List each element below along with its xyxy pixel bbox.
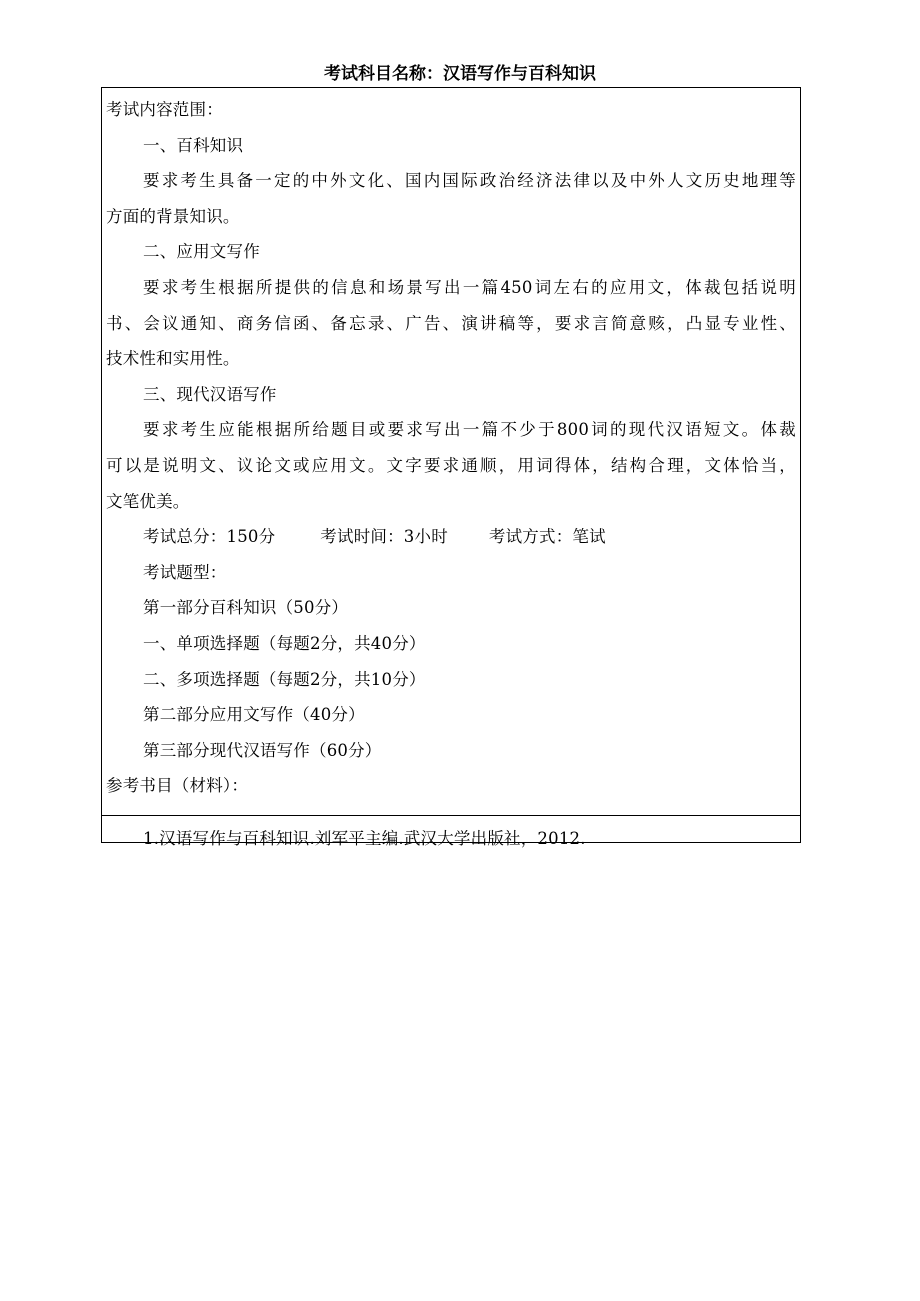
section-text-line: 技术性和实用性。 — [106, 349, 240, 369]
section-heading-encyclopedia: 一、百科知识 — [143, 135, 244, 155]
question-type-item: 第二部分应用文写作（40分） — [143, 705, 365, 725]
reference-item: 1.汉语写作与百科知识.刘军平主编.武汉大学出版社，2012. — [143, 829, 586, 848]
syllabus-table — [101, 87, 801, 848]
references-label: 参考书目（材料）： — [106, 776, 249, 796]
question-type-item: 第一部分百科知识（50分） — [143, 598, 349, 618]
section-text-line: 要求考生根据所提供的信息和场景写出一篇450词左右的应用文，体裁包括说明 — [143, 277, 796, 297]
question-types-label: 考试题型： — [143, 562, 227, 582]
section-text-line: 要求考生应能根据所给题目或要求写出一篇不少于800词的现代汉语短文。体裁 — [143, 420, 796, 440]
section-heading-practical-writing: 二、应用文写作 — [143, 242, 260, 262]
table-divider — [102, 815, 800, 816]
section-text-line: 可以是说明文、议论文或应用文。文字要求通顺，用词得体，结构合理，文体恰当， — [106, 455, 796, 475]
content-scope-cell — [106, 92, 796, 804]
references-cell — [106, 821, 586, 857]
question-type-item: 第三部分现代汉语写作（60分） — [143, 740, 382, 760]
section-text-line: 要求考生具备一定的中外文化、国内国际政治经济法律以及中外人文历史地理等 — [143, 171, 796, 191]
exam-info-row — [106, 519, 796, 555]
scope-label: 考试内容范围： — [106, 100, 223, 119]
document-title: 考试科目名称：汉语写作与百科知识 — [324, 64, 596, 84]
section-text-line: 方面的背景知识。 — [106, 206, 240, 226]
question-type-item: 一、单项选择题（每题2分，共40分） — [143, 633, 426, 653]
section-text-line: 文笔优美。 — [106, 491, 190, 511]
exam-total-score: 考试总分：150分 — [143, 527, 276, 547]
section-heading-modern-chinese-writing: 三、现代汉语写作 — [143, 384, 277, 404]
exam-duration: 考试时间：3小时 — [320, 527, 448, 547]
exam-method: 考试方式：笔试 — [488, 527, 606, 547]
section-text-line: 书、会议通知、商务信函、备忘录、广告、演讲稿等，要求言简意赅，凸显专业性、 — [106, 313, 796, 333]
question-type-item: 二、多项选择题（每题2分，共10分） — [143, 669, 426, 689]
